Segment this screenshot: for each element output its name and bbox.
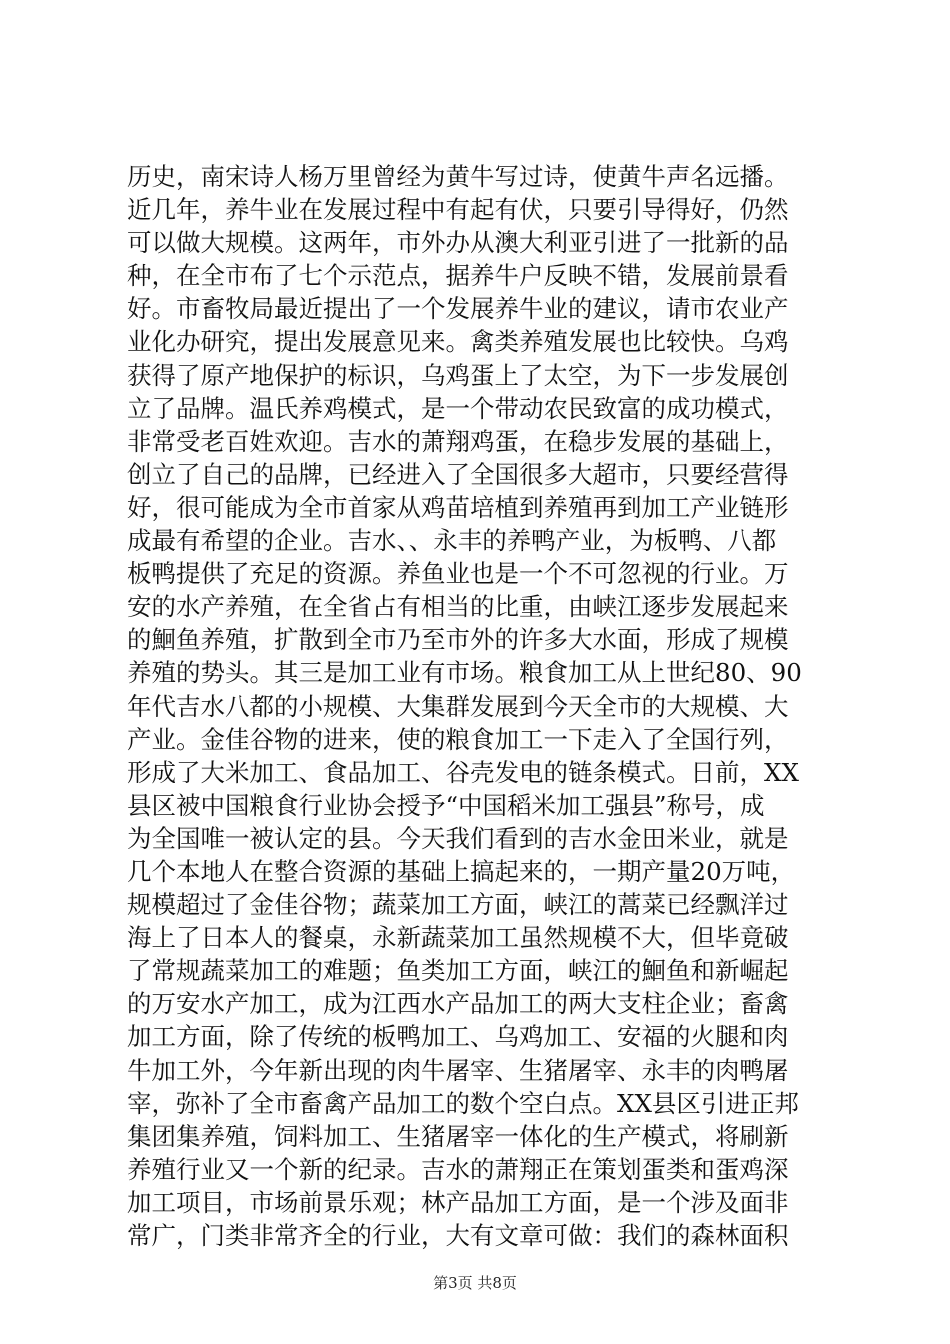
text-line: 产业。金佳谷物的进来，使的粮食加工一下走入了全国行列， <box>127 724 789 754</box>
text-line: 养殖行业又一个新的纪录。吉水的萧翔正在策划蛋类和蛋鸡深 <box>127 1154 789 1184</box>
text-line: 成最有希望的企业。吉水、、永丰的养鸭产业，为板鸭、八都 <box>127 526 777 556</box>
text-line: 形成了大米加工、食品加工、谷壳发电的链条模式。日前，XX <box>127 757 799 787</box>
text-line: 常广，门类非常齐全的行业，大有文章可做：我们的森林面积 <box>127 1221 789 1250</box>
text-line: 规模超过了金佳谷物；蔬菜加工方面，峡江的蒿菜已经飘洋过 <box>127 890 789 920</box>
text-line: 集团集养殖，饲料加工、生猪屠宰一体化的生产模式，将刷新 <box>127 1121 789 1151</box>
text-line: 板鸭提供了充足的资源。养鱼业也是一个不可忽视的行业。万 <box>127 559 789 589</box>
text-line: 加工方面，除了传统的板鸭加工、乌鸡加工、安福的火腿和肉 <box>127 1022 789 1052</box>
text-line: 海上了日本人的餐桌，永新蔬菜加工虽然规模不大，但毕竟破 <box>127 923 789 953</box>
text-line: 安的水产养殖，在全省占有相当的比重，由峡江逐步发展起来 <box>127 592 789 622</box>
text-line: 业化办研究，提出发展意见来。禽类养殖发展也比较快。乌鸡 <box>127 327 789 357</box>
text-line: 了常规蔬菜加工的难题；鱼类加工方面，峡江的鮰鱼和新崛起 <box>127 956 789 986</box>
text-line: 历史，南宋诗人杨万里曾经为黄牛写过诗，使黄牛声名远播。 <box>127 162 789 191</box>
text-line: 县区被中国粮食行业协会授予“中国稻米加工强县”称号，成 <box>127 790 765 820</box>
text-line: 获得了原产地保护的标识，乌鸡蛋上了太空，为下一步发展创 <box>127 360 789 390</box>
text-line: 几个本地人在整合资源的基础上搞起来的，一期产量20万吨， <box>127 856 796 886</box>
body-text <box>127 160 827 1252</box>
text-line: 加工项目，市场前景乐观；林产品加工方面，是一个涉及面非 <box>127 1187 789 1217</box>
text-line: 牛加工外，今年新出现的肉牛屠宰、生猪屠宰、永丰的肉鸭屠 <box>127 1055 789 1085</box>
page-footer: 第3页 共8页 <box>433 1274 517 1292</box>
text-line: 创立了自己的品牌，已经进入了全国很多大超市，只要经营得 <box>127 459 789 489</box>
text-line: 种，在全市布了七个示范点，据养牛户反映不错，发展前景看 <box>127 261 789 291</box>
text-line: 近几年，养牛业在发展过程中有起有伏，只要引导得好，仍然 <box>127 195 789 225</box>
text-line: 的万安水产加工，成为江西水产品加工的两大支柱企业；畜禽 <box>127 989 789 1019</box>
text-line: 可以做大规模。这两年，市外办从澳大利亚引进了一批新的品 <box>127 228 789 258</box>
text-line: 养殖的势头。其三是加工业有市场。粮食加工从上世纪80、90 <box>127 658 802 688</box>
text-line: 年代吉水八都的小规模、大集群发展到今天全市的大规模、大 <box>127 691 789 721</box>
text-line: 为全国唯一被认定的县。今天我们看到的吉水金田米业，就是 <box>127 823 789 853</box>
text-line: 的鮰鱼养殖，扩散到全市乃至市外的许多大水面，形成了规模 <box>127 625 789 655</box>
text-line: 好，很可能成为全市首家从鸡苗培植到养殖再到加工产业链形 <box>127 492 789 522</box>
text-line: 非常受老百姓欢迎。吉水的萧翔鸡蛋，在稳步发展的基础上， <box>127 426 789 456</box>
text-line: 宰，弥补了全市畜禽产品加工的数个空白点。XX县区引进正邦 <box>127 1088 799 1118</box>
text-line: 立了品牌。温氏养鸡模式，是一个带动农民致富的成功模式， <box>127 393 789 423</box>
text-line: 好。市畜牧局最近提出了一个发展养牛业的建议，请市农业产 <box>127 294 789 324</box>
